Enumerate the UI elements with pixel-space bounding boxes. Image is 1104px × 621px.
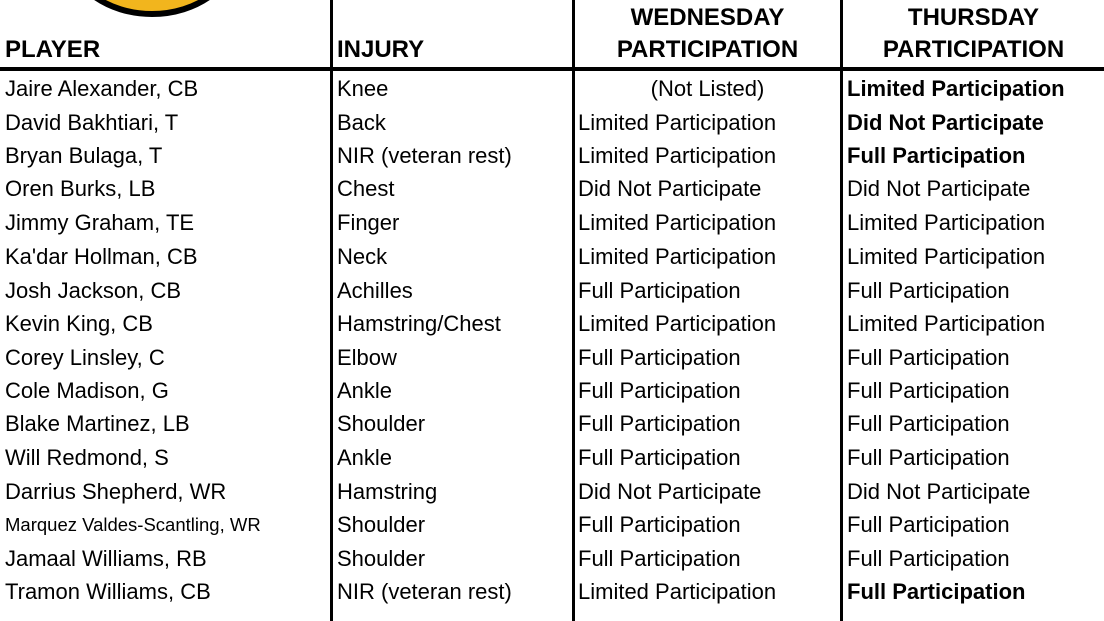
wednesday-cell: Limited Participation	[578, 311, 777, 336]
player-cell: Kevin King, CB	[5, 311, 153, 336]
thursday-cell: Did Not Participate	[847, 479, 1031, 504]
table-row	[0, 72, 1104, 106]
header-thursday-line1: THURSDAY	[907, 4, 1040, 31]
wednesday-cell: Full Participation	[578, 278, 741, 303]
thursday-cell: Limited Participation	[847, 311, 1046, 336]
injury-cell: Shoulder	[337, 546, 426, 571]
table-row	[0, 341, 1104, 375]
header-wednesday-line1: WEDNESDAY	[630, 4, 785, 31]
wednesday-cell: Did Not Participate	[578, 479, 762, 504]
wednesday-cell: Full Participation	[578, 411, 741, 436]
wednesday-cell: Full Participation	[578, 378, 741, 403]
table-row	[0, 274, 1104, 308]
table-row	[0, 542, 1104, 576]
player-cell: Will Redmond, S	[5, 445, 169, 470]
player-cell: Ka'dar Hollman, CB	[5, 244, 198, 269]
header-divider	[0, 67, 1104, 71]
table-row	[0, 106, 1104, 140]
header-thursday	[843, 2, 1104, 66]
injury-cell: NIR (veteran rest)	[337, 579, 512, 604]
thursday-cell: Full Participation	[847, 411, 1010, 436]
team-logo	[52, 0, 252, 18]
table-row	[0, 240, 1104, 274]
player-cell: Blake Martinez, LB	[5, 411, 190, 436]
wednesday-cell: Limited Participation	[578, 110, 777, 135]
player-cell: Darrius Shepherd, WR	[5, 479, 227, 504]
wednesday-cell: Limited Participation	[578, 210, 777, 235]
thursday-cell: Full Participation	[847, 143, 1026, 168]
player-cell: Bryan Bulaga, T	[5, 143, 163, 168]
player-cell: Jamaal Williams, RB	[5, 546, 207, 571]
injury-cell: Chest	[337, 176, 395, 201]
thursday-cell: Did Not Participate	[847, 110, 1044, 135]
thursday-cell: Full Participation	[847, 579, 1026, 604]
player-cell: Jaire Alexander, CB	[5, 76, 199, 101]
wednesday-cell: Full Participation	[578, 546, 741, 571]
injury-cell: Hamstring/Chest	[337, 311, 501, 336]
wednesday-cell: Full Participation	[578, 445, 741, 470]
thursday-cell: Full Participation	[847, 278, 1010, 303]
header-player: PLAYER	[5, 36, 101, 63]
thursday-cell: Full Participation	[847, 512, 1010, 537]
thursday-cell: Limited Participation	[847, 244, 1046, 269]
header-thursday-line2: PARTICIPATION	[882, 36, 1065, 63]
table-row	[0, 139, 1104, 173]
table-row	[0, 508, 1104, 542]
thursday-cell: Full Participation	[847, 546, 1010, 571]
injury-cell: Ankle	[337, 378, 393, 403]
table-row	[0, 172, 1104, 206]
thursday-cell: Did Not Participate	[847, 176, 1031, 201]
wednesday-cell: Full Participation	[578, 345, 741, 370]
injury-cell: Neck	[337, 244, 388, 269]
header-injury: INJURY	[337, 36, 425, 63]
injury-cell: Ankle	[337, 445, 393, 470]
thursday-cell: Full Participation	[847, 345, 1010, 370]
player-cell: Corey Linsley, C	[5, 345, 165, 370]
wednesday-cell: Limited Participation	[578, 579, 777, 604]
table-row	[0, 206, 1104, 240]
injury-cell: Elbow	[337, 345, 397, 370]
player-cell: Oren Burks, LB	[5, 176, 156, 201]
player-cell: David Bakhtiari, T	[5, 110, 179, 135]
table-row	[0, 374, 1104, 408]
thursday-cell: Full Participation	[847, 445, 1010, 470]
injury-cell: Finger	[337, 210, 400, 235]
player-cell: Josh Jackson, CB	[5, 278, 182, 303]
table-row	[0, 441, 1104, 475]
player-cell: Tramon Williams, CB	[5, 579, 211, 604]
injury-cell: Hamstring	[337, 479, 438, 504]
thursday-cell: Limited Participation	[847, 76, 1065, 101]
header-wednesday-line2: PARTICIPATION	[616, 36, 799, 63]
injury-cell: Achilles	[337, 278, 413, 303]
injury-cell: Shoulder	[337, 512, 426, 537]
injury-cell: Shoulder	[337, 411, 426, 436]
player-cell: Marquez Valdes-Scantling, WR	[5, 514, 261, 535]
table-row	[0, 407, 1104, 441]
table-row	[0, 575, 1104, 609]
header-wednesday	[575, 2, 840, 66]
table-row	[0, 307, 1104, 341]
thursday-cell: Full Participation	[847, 378, 1010, 403]
wednesday-cell: (Not Listed)	[650, 76, 765, 101]
injury-cell: Knee	[337, 76, 389, 101]
thursday-cell: Limited Participation	[847, 210, 1046, 235]
wednesday-cell: Limited Participation	[578, 143, 777, 168]
injury-cell: NIR (veteran rest)	[337, 143, 512, 168]
table-row	[0, 475, 1104, 509]
injury-cell: Back	[337, 110, 386, 135]
wednesday-cell: Full Participation	[578, 512, 741, 537]
wednesday-cell: Did Not Participate	[578, 176, 762, 201]
player-cell: Jimmy Graham, TE	[5, 210, 195, 235]
player-cell: Cole Madison, G	[5, 378, 169, 403]
wednesday-cell: Limited Participation	[578, 244, 777, 269]
